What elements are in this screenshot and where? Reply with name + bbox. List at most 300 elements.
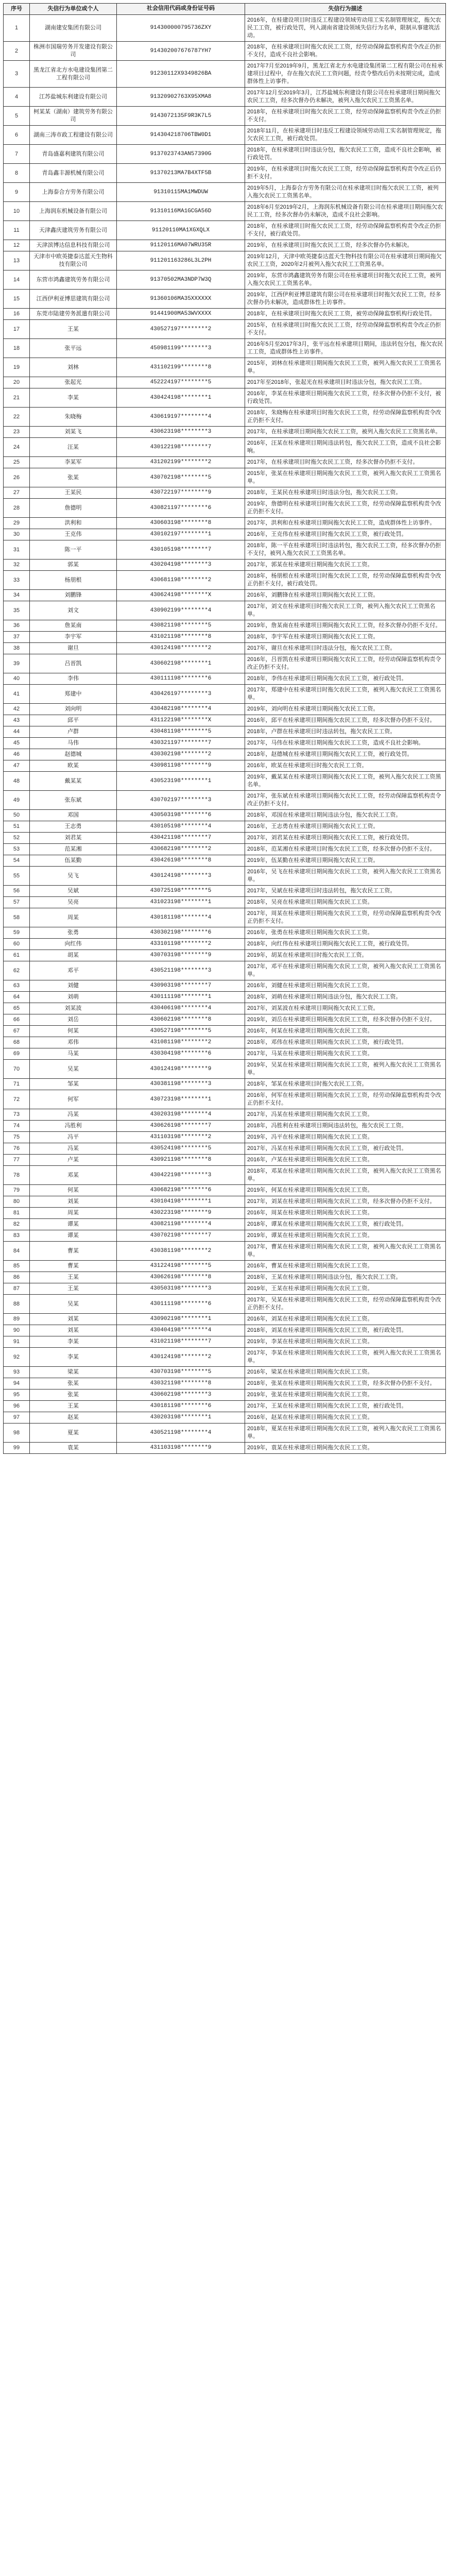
- table-row: [4, 1166, 446, 1185]
- table-row: [4, 844, 446, 855]
- table-row: [4, 320, 446, 339]
- table-row: [4, 107, 446, 126]
- row-no-cell: 49: [4, 791, 30, 810]
- row-desc-cell: 2017年，吴斌在桂承建项目时违法转包，拖欠农民工工资。: [245, 886, 446, 897]
- row-code-cell: 9137023743AN57390G: [117, 145, 245, 164]
- table-row: [4, 1412, 446, 1423]
- row-name-cell: 朱晓梅: [30, 408, 117, 427]
- table-row: [4, 1401, 446, 1412]
- row-code-cell: 431021198********7: [117, 1336, 245, 1348]
- row-code-cell: 91230112X9349826BA: [117, 61, 245, 88]
- table-row: [4, 715, 446, 726]
- row-name-cell: 周某: [30, 1208, 117, 1219]
- row-name-cell: 邓平: [30, 961, 117, 980]
- table-row: [4, 886, 446, 897]
- table-row: [4, 908, 446, 927]
- row-code-cell: 431103198********9: [117, 1443, 245, 1454]
- row-name-cell: 卢某: [30, 1155, 117, 1166]
- table-row: [4, 571, 446, 590]
- row-name-cell: 刘向明: [30, 704, 117, 715]
- row-name-cell: 上海润东机械设备有限公司: [30, 202, 117, 221]
- row-name-cell: 吴亮: [30, 897, 117, 908]
- row-no-cell: 69: [4, 1048, 30, 1060]
- row-no-cell: 33: [4, 571, 30, 590]
- row-name-cell: 刘林: [30, 358, 117, 377]
- row-code-cell: 430702197********3: [117, 791, 245, 810]
- row-desc-cell: 2015年，张某在桂承建项目期间拖欠农民工工资，被列入拖欠农民工工资黑名单。: [245, 468, 446, 487]
- row-desc-cell: 2019年，詹德明在桂承建项目时拖欠农民工工资，经劳动保障监察机构责令改正仍拒不支付。: [245, 499, 446, 518]
- row-name-cell: 胡某: [30, 950, 117, 961]
- row-name-cell: 上海泰合方劳务有限公司: [30, 183, 117, 202]
- row-desc-cell: 2015年，在桂承建项目时拖欠农民工工资，经劳动保障监察机构责令改正仍拒不支付。: [245, 320, 446, 339]
- table-row: [4, 88, 446, 107]
- row-desc-cell: 2016年，曹某在桂承建项目期间拖欠农民工工资。: [245, 1261, 446, 1272]
- row-desc-cell: 2018年，向红伟在桂承建项目期间拖欠农民工工资，被行政处罚。: [245, 939, 446, 950]
- row-name-cell: 陈一平: [30, 540, 117, 560]
- row-no-cell: 53: [4, 844, 30, 855]
- row-desc-cell: 2018年，陈一平在桂承建项目时违法转包，拖欠农民工工资，经多次督办仍拒不支付，被列入拖欠农民工工资黑名单。: [245, 540, 446, 560]
- row-name-cell: 李某军: [30, 457, 117, 468]
- row-name-cell: 张某: [30, 1389, 117, 1401]
- row-code-cell: 430223198********9: [117, 1208, 245, 1219]
- table-row: [4, 1283, 446, 1295]
- row-name-cell: 张某: [30, 468, 117, 487]
- header-name: 失信行为单位或个人: [30, 4, 117, 15]
- row-name-cell: 吕晋凯: [30, 654, 117, 673]
- row-code-cell: 430481198********5: [117, 726, 245, 738]
- row-desc-cell: 2019年，江西伊利亚博思建筑有限公司在桂承建项目时拖欠农民工工资，经多次督办仍未解决，造成群体性上访事件。: [245, 290, 446, 309]
- table-row: [4, 1443, 446, 1454]
- row-code-cell: 430602198********1: [117, 654, 245, 673]
- row-desc-cell: 2019年，王某在桂承建项目期间拖欠农民工工资。: [245, 1283, 446, 1295]
- row-no-cell: 96: [4, 1401, 30, 1412]
- row-no-cell: 95: [4, 1389, 30, 1401]
- table-row: [4, 590, 446, 601]
- row-desc-cell: 2016年，王克伟在桂承建项目时拖欠农民工工资，被行政处罚。: [245, 529, 446, 540]
- row-no-cell: 23: [4, 427, 30, 438]
- row-name-cell: 刘文: [30, 601, 117, 620]
- table-row: [4, 772, 446, 791]
- row-no-cell: 92: [4, 1348, 30, 1367]
- row-no-cell: 55: [4, 867, 30, 886]
- table-row: [4, 221, 446, 240]
- row-desc-cell: 2017年，周某在桂承建项目期间拖欠农民工工资，经劳动保障监察机构责令改正仍拒不支付。: [245, 908, 446, 927]
- document-page: [3, 3, 446, 1454]
- row-no-cell: 36: [4, 620, 30, 632]
- row-code-cell: 91310115MA1MWDUW: [117, 183, 245, 202]
- row-desc-cell: 2015年，刘林在桂承建项目期间拖欠农民工工资，被列入拖欠农民工工资黑名单。: [245, 358, 446, 377]
- row-no-cell: 70: [4, 1060, 30, 1079]
- table-row: [4, 202, 446, 221]
- row-name-cell: 刘某飞: [30, 427, 117, 438]
- row-name-cell: 欧某: [30, 760, 117, 772]
- row-desc-cell: 2019年，张某在桂承建项目期间拖欠农民工工资。: [245, 1389, 446, 1401]
- row-name-cell: 王某: [30, 1272, 117, 1283]
- row-desc-cell: 2016年，欧某在桂承建项目时拖欠农民工工资。: [245, 760, 446, 772]
- table-row: [4, 992, 446, 1003]
- table-row: [4, 939, 446, 950]
- row-no-cell: 81: [4, 1208, 30, 1219]
- row-name-cell: 刘君某: [30, 833, 117, 844]
- row-no-cell: 16: [4, 309, 30, 320]
- row-code-cell: 430626198********7: [117, 1121, 245, 1132]
- table-row: [4, 240, 446, 251]
- row-name-cell: 詹德明: [30, 499, 117, 518]
- table-row: [4, 1336, 446, 1348]
- row-code-cell: 430124198********9: [117, 1060, 245, 1079]
- row-no-cell: 74: [4, 1121, 30, 1132]
- row-desc-cell: 2016年，刘健在桂承建项目期间拖欠农民工工资。: [245, 980, 446, 992]
- row-desc-cell: 2018年，朱晓梅在桂承建项目时拖欠农民工工资，经劳动保障监察机构责令改正仍拒不支付。: [245, 408, 446, 427]
- row-code-cell: 430703198********5: [117, 1367, 245, 1378]
- table-row: [4, 270, 446, 290]
- table-row: [4, 1325, 446, 1336]
- table-row: [4, 1219, 446, 1230]
- row-name-cell: 李某: [30, 1336, 117, 1348]
- row-code-cell: 430381198********3: [117, 1079, 245, 1090]
- table-row: [4, 290, 446, 309]
- table-row: [4, 1109, 446, 1121]
- row-name-cell: 湖南三涛市政工程建设有限公司: [30, 126, 117, 145]
- row-code-cell: 91360106MA35XXXXXX: [117, 290, 245, 309]
- header-row: [4, 4, 446, 15]
- row-code-cell: 430321198********8: [117, 1378, 245, 1389]
- table-row: [4, 643, 446, 654]
- row-no-cell: 6: [4, 126, 30, 145]
- row-no-cell: 26: [4, 468, 30, 487]
- row-no-cell: 22: [4, 408, 30, 427]
- row-code-cell: 430111198********6: [117, 1295, 245, 1314]
- row-no-cell: 68: [4, 1037, 30, 1048]
- row-desc-cell: 2017年，洪利和在桂承建项目期间拖欠农民工工资，造成群体性上访事件。: [245, 518, 446, 529]
- row-desc-cell: 2016年，邱平在桂承建项目期间拖欠农民工工资，经多次督办仍拒不支付。: [245, 715, 446, 726]
- row-name-cell: 何军: [30, 1090, 117, 1109]
- row-desc-cell: 2018年，范某湘在桂承建项目时拖欠农民工工资，经多次督办仍拒不支付。: [245, 844, 446, 855]
- table-row: [4, 438, 446, 457]
- row-name-cell: 谭某: [30, 1230, 117, 1242]
- row-name-cell: 吴斌: [30, 886, 117, 897]
- table-row: [4, 1048, 446, 1060]
- row-desc-cell: 2016年，王志勇在桂承建项目期间拖欠农民工工资。: [245, 821, 446, 833]
- row-desc-cell: 2016年5月至2017年3月，张平远在桂承建项目期间，违法转包分包，拖欠农民工工资，造成群体性上访事件。: [245, 339, 446, 358]
- row-no-cell: 76: [4, 1143, 30, 1155]
- table-row: [4, 42, 446, 61]
- table-row: [4, 601, 446, 620]
- row-name-cell: 赵某: [30, 1412, 117, 1423]
- row-code-cell: 430902198********1: [117, 1314, 245, 1325]
- table-row: [4, 673, 446, 685]
- table-row: [4, 867, 446, 886]
- row-desc-cell: 2016年，梁某在桂承建项目期间拖欠农民工工资。: [245, 1367, 446, 1378]
- row-code-cell: 430682198********6: [117, 1185, 245, 1196]
- row-no-cell: 51: [4, 821, 30, 833]
- table-row: [4, 1367, 446, 1378]
- row-no-cell: 27: [4, 487, 30, 499]
- row-desc-cell: 2018年，夏某在桂承建项目期间拖欠农民工工资，被列入拖欠农民工工资黑名单。: [245, 1423, 446, 1443]
- row-no-cell: 5: [4, 107, 30, 126]
- table-row: [4, 1014, 446, 1026]
- row-desc-cell: 2018年，刘萌在桂承建项目期间违法分包，拖欠农民工工资。: [245, 992, 446, 1003]
- row-desc-cell: 2018年，李宇军在桂承建项目期间拖欠农民工工资。: [245, 632, 446, 643]
- row-code-cell: 91370213MA7B4XTF5B: [117, 164, 245, 183]
- row-name-cell: 张起光: [30, 377, 117, 388]
- row-code-cell: 9143072135F9R3K7L5: [117, 107, 245, 126]
- row-name-cell: 王某: [30, 320, 117, 339]
- row-desc-cell: 2018年，在桂承建项目时拖欠农民工工资，被劳动保障监察机构行政处罚。: [245, 309, 446, 320]
- row-desc-cell: 2018年，邓某在桂承建项目期间拖欠农民工工资，被列入拖欠农民工工资黑名单。: [245, 1166, 446, 1185]
- table-row: [4, 309, 446, 320]
- row-code-cell: 430321197********7: [117, 738, 245, 749]
- row-desc-cell: 2016年，吕晋凯在桂承建项目期间拖欠农民工工资，经劳动保障监察机构责令改正仍拒不支付。: [245, 654, 446, 673]
- row-desc-cell: 2017年，刘文在桂承建项目时拖欠农民工工资，被列入拖欠农民工工资黑名单。: [245, 601, 446, 620]
- row-desc-cell: 2018年，在桂承建项目时违法分包，拖欠农民工工资，造成不良社会影响，被行政处罚。: [245, 145, 446, 164]
- table-row: [4, 704, 446, 715]
- row-no-cell: 47: [4, 760, 30, 772]
- row-desc-cell: 2016年，何军在桂承建项目期间拖欠农民工工资，经劳动保障监察机构责令改正仍拒不支付。: [245, 1090, 446, 1109]
- row-name-cell: 邹某: [30, 1079, 117, 1090]
- row-desc-cell: 2018年，刘某在桂承建项目期间拖欠农民工工资，被行政处罚。: [245, 1325, 446, 1336]
- row-code-cell: 430524198********5: [117, 1143, 245, 1155]
- row-name-cell: 邓国: [30, 810, 117, 821]
- row-code-cell: 430527197********2: [117, 320, 245, 339]
- row-code-cell: 431224198********5: [117, 1261, 245, 1272]
- row-no-cell: 64: [4, 992, 30, 1003]
- row-name-cell: 邓某: [30, 1166, 117, 1185]
- row-code-cell: 91441900MA53WVXXXX: [117, 309, 245, 320]
- row-no-cell: 21: [4, 388, 30, 408]
- row-name-cell: 王某民: [30, 487, 117, 499]
- row-no-cell: 14: [4, 270, 30, 290]
- row-code-cell: 430181198********4: [117, 908, 245, 927]
- row-name-cell: 东营市鸿鑫建筑劳务有限公司: [30, 270, 117, 290]
- table-row: [4, 499, 446, 518]
- row-no-cell: 17: [4, 320, 30, 339]
- row-name-cell: 株洲市国瑞劳务开发建设有限公司: [30, 42, 117, 61]
- row-name-cell: 卢群: [30, 726, 117, 738]
- row-name-cell: 冯某: [30, 1109, 117, 1121]
- row-no-cell: 86: [4, 1272, 30, 1283]
- row-desc-cell: 2019年，戴某某在桂承建项目期间拖欠农民工工资，被列入拖欠农民工工资黑名单。: [245, 772, 446, 791]
- table-row: [4, 251, 446, 270]
- row-desc-cell: 2019年，袁某在桂承建项目期间拖欠农民工工资。: [245, 1443, 446, 1454]
- row-no-cell: 46: [4, 749, 30, 760]
- table-header: [4, 4, 446, 15]
- row-no-cell: 78: [4, 1166, 30, 1185]
- row-no-cell: 13: [4, 251, 30, 270]
- row-name-cell: 王某: [30, 1401, 117, 1412]
- row-code-cell: 91370502MA3NDP7W3Q: [117, 270, 245, 290]
- row-name-cell: 李某: [30, 388, 117, 408]
- row-desc-cell: 2017年，刘君某在桂承建项目期间拖欠农民工工资，被行政处罚。: [245, 833, 446, 844]
- row-no-cell: 39: [4, 654, 30, 673]
- table-row: [4, 468, 446, 487]
- table-row: [4, 654, 446, 673]
- row-desc-cell: 2016年，周某在桂承建项目期间拖欠农民工工资。: [245, 1208, 446, 1219]
- row-code-cell: 430981198********9: [117, 760, 245, 772]
- table-row: [4, 1242, 446, 1261]
- row-no-cell: 66: [4, 1014, 30, 1026]
- row-name-cell: 青岛盛嘉利建筑有限公司: [30, 145, 117, 164]
- row-desc-cell: 2018年，王某在桂承建项目期间违法分包，拖欠农民工工资。: [245, 1272, 446, 1283]
- row-no-cell: 84: [4, 1242, 30, 1261]
- row-desc-cell: 2018年，王某民在桂承建项目时违法分包，拖欠农民工工资。: [245, 487, 446, 499]
- table-row: [4, 457, 446, 468]
- row-desc-cell: 2017年，刘某波在桂承建项目期间拖欠农民工工资。: [245, 1003, 446, 1014]
- row-name-cell: 马某: [30, 1048, 117, 1060]
- row-code-cell: 430903198********7: [117, 980, 245, 992]
- row-no-cell: 94: [4, 1378, 30, 1389]
- row-code-cell: 430821198********4: [117, 1219, 245, 1230]
- row-code-cell: 430602198********3: [117, 1389, 245, 1401]
- row-no-cell: 15: [4, 290, 30, 309]
- table-row: [4, 632, 446, 643]
- row-desc-cell: 2017年，冯某在桂承建项目期间拖欠农民工工资，被行政处罚。: [245, 1143, 446, 1155]
- row-name-cell: 李伟: [30, 673, 117, 685]
- row-no-cell: 42: [4, 704, 30, 715]
- row-code-cell: 430122198********7: [117, 438, 245, 457]
- row-desc-cell: 2017年，张东斌在桂承建项目期间拖欠农民工工资，经劳动保障监察机构责令改正仍拒不支付。: [245, 791, 446, 810]
- row-code-cell: 431023198********1: [117, 897, 245, 908]
- row-code-cell: 430703198********9: [117, 950, 245, 961]
- row-code-cell: 430381198********2: [117, 1242, 245, 1261]
- row-code-cell: 430124198********3: [117, 867, 245, 886]
- row-code-cell: 430302198********6: [117, 927, 245, 939]
- table-row: [4, 855, 446, 867]
- row-name-cell: 邓伟: [30, 1037, 117, 1048]
- table-row: [4, 408, 446, 427]
- row-code-cell: 430821198********5: [117, 620, 245, 632]
- row-name-cell: 青岛鑫丰源机械有限公司: [30, 164, 117, 183]
- row-code-cell: 430181198********6: [117, 1401, 245, 1412]
- row-desc-cell: 2017年，在桂承建项目期间拖欠农民工工资，被列入拖欠农民工工资黑名单。: [245, 427, 446, 438]
- row-no-cell: 10: [4, 202, 30, 221]
- row-code-cell: 430124198********2: [117, 643, 245, 654]
- row-desc-cell: 2016年，卢某在桂承建项目期间拖欠农民工工资。: [245, 1155, 446, 1166]
- row-code-cell: 431021198********8: [117, 632, 245, 643]
- row-desc-cell: 2018年，李伟在桂承建项目期间拖欠农民工工资，被行政处罚。: [245, 673, 446, 685]
- row-no-cell: 56: [4, 886, 30, 897]
- row-desc-cell: 2019年，在桂承建项目时拖欠农民工工资，经多次督办仍未解决。: [245, 240, 446, 251]
- row-code-cell: 91120116MA07WRU35R: [117, 240, 245, 251]
- table-row: [4, 1079, 446, 1090]
- row-desc-cell: 2018年，谭某在桂承建项目期间拖欠农民工工资，被行政处罚。: [245, 1219, 446, 1230]
- row-code-cell: 430521198********4: [117, 1423, 245, 1443]
- row-name-cell: 刘某: [30, 1325, 117, 1336]
- table-row: [4, 126, 446, 145]
- row-no-cell: 12: [4, 240, 30, 251]
- table-row: [4, 487, 446, 499]
- row-desc-cell: 2019年，伍某勤在桂承建项目期间拖欠农民工工资。: [245, 855, 446, 867]
- row-name-cell: 袁某: [30, 1443, 117, 1454]
- row-code-cell: 430503198********3: [117, 1283, 245, 1295]
- row-code-cell: 911201163286L3L2PH: [117, 251, 245, 270]
- row-code-cell: 430821197********6: [117, 499, 245, 518]
- row-code-cell: 430426197********3: [117, 685, 245, 704]
- table-row: [4, 1132, 446, 1143]
- row-no-cell: 97: [4, 1412, 30, 1423]
- row-no-cell: 18: [4, 339, 30, 358]
- row-desc-cell: 2016年，李某在桂承建项目期间拖欠农民工工资，经多次督办仍拒不支付，被行政处罚。: [245, 388, 446, 408]
- table-row: [4, 980, 446, 992]
- table-row: [4, 1423, 446, 1443]
- row-code-cell: 430681198********2: [117, 571, 245, 590]
- row-name-cell: 刘岳: [30, 1014, 117, 1026]
- row-no-cell: 29: [4, 518, 30, 529]
- table-row: [4, 1121, 446, 1132]
- table-row: [4, 183, 446, 202]
- row-name-cell: 向红伟: [30, 939, 117, 950]
- row-name-cell: 张某: [30, 1378, 117, 1389]
- row-code-cell: 430422198********3: [117, 1166, 245, 1185]
- row-name-cell: 何某: [30, 1026, 117, 1037]
- row-code-cell: 430921198********8: [117, 1155, 245, 1166]
- table-row: [4, 1378, 446, 1389]
- table-row: [4, 1230, 446, 1242]
- table-row: [4, 810, 446, 821]
- row-no-cell: 1: [4, 15, 30, 42]
- row-code-cell: 430104198********1: [117, 1196, 245, 1208]
- table-row: [4, 791, 446, 810]
- row-no-cell: 32: [4, 560, 30, 571]
- row-code-cell: 430426198********8: [117, 855, 245, 867]
- row-desc-cell: 2017年12月至2019年3月，江苏盐城东利建设有限公司在桂承建项目期间拖欠农民工工资，经多次督办仍未解决，被列入拖欠农民工工资黑名单。: [245, 88, 446, 107]
- table-row: [4, 61, 446, 88]
- row-name-cell: 洪利和: [30, 518, 117, 529]
- row-code-cell: 430304198********6: [117, 1048, 245, 1060]
- row-name-cell: 曹某: [30, 1242, 117, 1261]
- row-no-cell: 82: [4, 1219, 30, 1230]
- row-no-cell: 2: [4, 42, 30, 61]
- row-name-cell: 戴某某: [30, 772, 117, 791]
- row-name-cell: 梁某: [30, 1367, 117, 1378]
- table-row: [4, 1037, 446, 1048]
- row-desc-cell: 2017年，王某在桂承建项目期间拖欠农民工工资，被行政处罚。: [245, 1401, 446, 1412]
- row-name-cell: 刘某: [30, 1196, 117, 1208]
- table-row: [4, 961, 446, 980]
- row-no-cell: 63: [4, 980, 30, 992]
- table-row: [4, 1026, 446, 1037]
- row-no-cell: 91: [4, 1336, 30, 1348]
- table-row: [4, 620, 446, 632]
- row-code-cell: 91310116MA1GCGA56D: [117, 202, 245, 221]
- row-code-cell: 430902199********4: [117, 601, 245, 620]
- row-no-cell: 59: [4, 927, 30, 939]
- row-code-cell: 430723198********1: [117, 1090, 245, 1109]
- table-row: [4, 1295, 446, 1314]
- row-code-cell: 430203198********1: [117, 1412, 245, 1423]
- row-desc-cell: 2017年，郭某在桂承建项目期间拖欠农民工工资。: [245, 560, 446, 571]
- row-name-cell: 天津滨博达信息科技有限公司: [30, 240, 117, 251]
- row-code-cell: 914304218706TBW0D1: [117, 126, 245, 145]
- row-desc-cell: 2017年，曹某在桂承建项目期间拖欠农民工工资，被列入拖欠农民工工资黑名单。: [245, 1242, 446, 1261]
- row-no-cell: 61: [4, 950, 30, 961]
- row-code-cell: 430521198********3: [117, 961, 245, 980]
- table-row: [4, 164, 446, 183]
- row-code-cell: 430602198********8: [117, 1014, 245, 1026]
- row-code-cell: 430111198********6: [117, 673, 245, 685]
- row-name-cell: 冯胜利: [30, 1121, 117, 1132]
- row-no-cell: 71: [4, 1079, 30, 1090]
- row-no-cell: 7: [4, 145, 30, 164]
- table-row: [4, 529, 446, 540]
- row-no-cell: 19: [4, 358, 30, 377]
- row-desc-cell: 2016年，刘鹏锋在桂承建项目期间拖欠农民工工资。: [245, 590, 446, 601]
- row-code-cell: 431102199********8: [117, 358, 245, 377]
- row-desc-cell: 2017年至2018年，张起光在桂承建项目时违法分包，拖欠农民工工资。: [245, 377, 446, 388]
- dishonest-list-table: [3, 3, 446, 1454]
- row-code-cell: 914300000795736ZXY: [117, 15, 245, 42]
- row-name-cell: 吴某: [30, 1060, 117, 1079]
